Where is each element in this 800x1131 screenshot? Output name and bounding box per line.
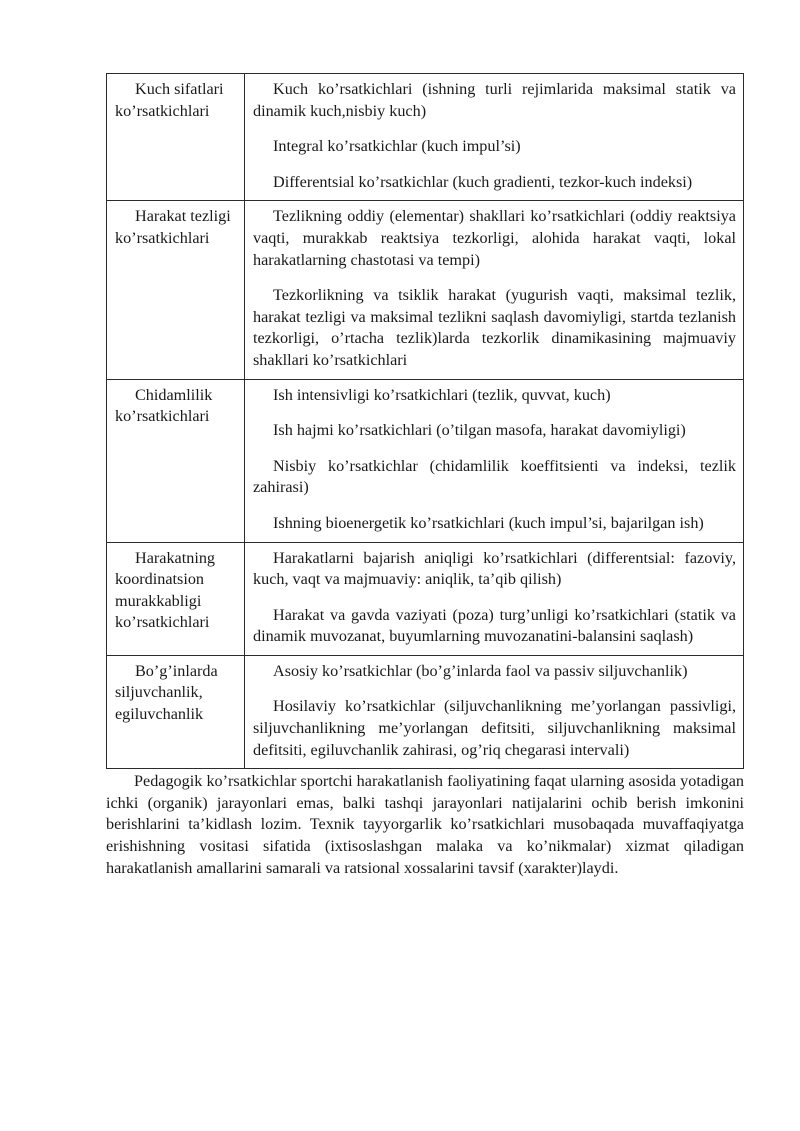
row-content bbox=[245, 74, 744, 201]
cell-paragraph: Hosilaviy ko’rsatkichlar (siljuvchanlikning me’yorlangan passivligi, siljuvchanlikning me’yorlangan defitsiti, siljuvchanlikning maksimal defitsiti, egiluvchanlik zahirasi, og’riq chegarasi intervali) bbox=[253, 697, 736, 759]
cell-paragraph: Harakatlarni bajarish aniqligi ko’rsatkichlari (differentsial: fazoviy, kuch, vaqt va majmuaviy: aniqlik, ta’qib qilish) bbox=[253, 548, 736, 589]
row-content bbox=[245, 201, 744, 379]
row-label: Harakat tezligi ko’rsatkichlari bbox=[107, 201, 245, 379]
row-label: Bo’g’inlarda siljuvchanlik, egiluvchanlik bbox=[107, 655, 245, 768]
body-paragraph: Pedagogik ko’rsatkichlar sportchi harakatlanish faoliyatining faqat ularning asosida yotadigan ichki (organik) jarayonlari emas, balki tashqi jarayonlari natijalarini ochib berish imkonini berishlarini ta’kidlash lozim. Texnik tayyorgarlik ko’rsatkichlari musobaqada muvaffaqiyatga erishishning vositasi sifatida (ixtisoslashgan malaka va ko’nikmalar) xizmat qiladigan harakatlanish amallarini samarali va ratsional xossalarini tavsif (xarakter)laydi. bbox=[106, 772, 744, 877]
row-content bbox=[245, 379, 744, 542]
cell-paragraph: Nisbiy ko’rsatkichlar (chidamlilik koeffitsienti va indeksi, tezlik zahirasi) bbox=[253, 456, 736, 497]
indicators-table bbox=[106, 73, 744, 769]
table-row bbox=[107, 74, 744, 201]
cell-paragraph: Ish hajmi ko’rsatkichlari (o’tilgan masofa, harakat davomiyligi) bbox=[273, 421, 686, 440]
table-row bbox=[107, 655, 744, 768]
row-content bbox=[245, 542, 744, 655]
cell-paragraph: Tezkorlikning va tsiklik harakat (yugurish vaqti, maksimal tezlik, harakat tezligi va maksimal tezlikni saqlash davomiyligi, startda tezlanish tezkorligi, o’rtacha tezlik)larda tezkorlik dinamikasining majmuaviy shakllari ko’rsatkichlari bbox=[253, 286, 736, 369]
table-row bbox=[107, 379, 744, 542]
cell-paragraph: Harakat va gavda vaziyati (poza) turg’unligi ko’rsatkichlari (statik va dinamik muvozanat, buyumlarning muvozanatini-balansini saqlash) bbox=[253, 605, 736, 646]
cell-paragraph: Tezlikning oddiy (elementar) shakllari ko’rsatkichlari (oddiy reaktsiya vaqti, murakkab reaktsiya tezkorligi, alohida harakat vaqti, lokal harakatlarning chastotasi va tempi) bbox=[253, 207, 736, 269]
cell-paragraph: Kuch ko’rsatkichlari (ishning turli rejimlarida maksimal statik va dinamik kuch,nisbiy kuch) bbox=[253, 80, 736, 120]
cell-paragraph: Ish intensivligi ko’rsatkichlari (tezlik, quvvat, kuch) bbox=[273, 385, 611, 404]
cell-paragraph: Differentsial ko’rsatkichlar (kuch gradienti, tezkor-kuch indeksi) bbox=[273, 172, 693, 191]
row-content bbox=[245, 655, 744, 768]
row-label: Chidamlilik ko’rsatkichlari bbox=[107, 379, 245, 542]
row-label: Harakatning koordinatsion murakkabligi ko’rsatkichlari bbox=[107, 542, 245, 655]
table-row bbox=[107, 542, 744, 655]
table-row bbox=[107, 201, 744, 379]
cell-paragraph: Asosiy ko’rsatkichlar (bo’g’inlarda faol va passiv siljuvchanlik) bbox=[273, 661, 688, 680]
row-label: Kuch sifatlari ko’rsatkichlari bbox=[107, 74, 245, 201]
cell-paragraph: Ishning bioenergetik ko’rsatkichlari (kuch impul’si, bajarilgan ish) bbox=[273, 513, 704, 532]
cell-paragraph: Integral ko’rsatkichlar (kuch impul’si) bbox=[273, 137, 521, 156]
document-page bbox=[106, 73, 744, 879]
